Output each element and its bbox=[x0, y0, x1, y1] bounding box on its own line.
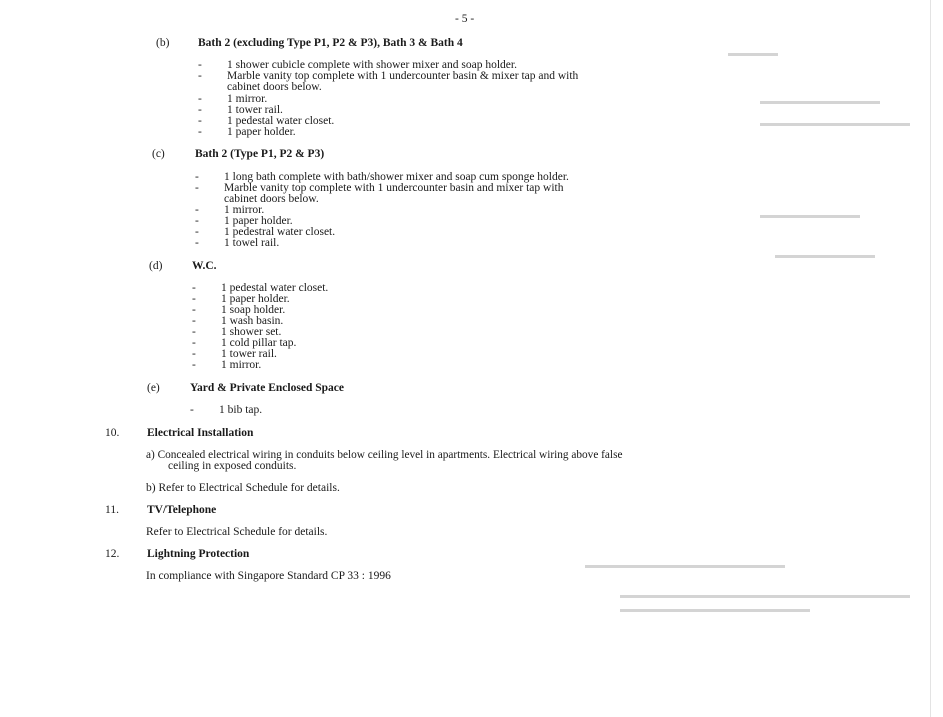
section-10-number: 10. bbox=[105, 427, 120, 439]
section-10-item-a-continuation: ceiling in exposed conduits. bbox=[168, 460, 297, 472]
bullet-dash: - bbox=[192, 315, 196, 327]
list-item: 1 bib tap. bbox=[219, 404, 263, 416]
bullet-dash: - bbox=[192, 282, 196, 294]
list-item: 1 paper holder. bbox=[221, 293, 290, 305]
bullet-dash: - bbox=[192, 359, 196, 371]
bullet-dash: - bbox=[198, 104, 202, 116]
bullet-dash: - bbox=[195, 182, 199, 194]
bullet-dash: - bbox=[192, 337, 196, 349]
list-item: 1 cold pillar tap. bbox=[221, 337, 297, 349]
section-11-text: Refer to Electrical Schedule for details. bbox=[146, 526, 328, 538]
bullet-dash: - bbox=[195, 237, 199, 249]
section-b-title: Bath 2 (excluding Type P1, P2 & P3), Bath 3 & Bath 4 bbox=[198, 37, 463, 49]
list-item: 1 mirror. bbox=[224, 204, 265, 216]
bullet-dash: - bbox=[192, 293, 196, 305]
bullet-dash: - bbox=[192, 348, 196, 360]
section-e-title: Yard & Private Enclosed Space bbox=[190, 382, 344, 394]
list-item: 1 tower rail. bbox=[221, 348, 277, 360]
section-c-title: Bath 2 (Type P1, P2 & P3) bbox=[195, 148, 325, 160]
bleed-through-text: ▬▬▬▬▬▬▬▬▬▬▬▬▬▬▬▬▬▬▬▬ bbox=[585, 560, 785, 571]
section-12-text: In compliance with Singapore Standard CP 33 : 1996 bbox=[146, 570, 391, 582]
section-d-title: W.C. bbox=[192, 260, 217, 272]
list-item: 1 long bath complete with bath/shower mixer and soap cum sponge holder. bbox=[224, 171, 569, 183]
bullet-dash: - bbox=[195, 226, 199, 238]
bleed-through-text: ▬▬▬▬▬▬▬▬▬▬▬▬ bbox=[760, 96, 880, 107]
section-10-item-a: a) Concealed electrical wiring in conduits below ceiling level in apartments. Electrical wiring above false bbox=[146, 449, 623, 461]
bullet-dash: - bbox=[198, 126, 202, 138]
page-edge-line bbox=[930, 0, 931, 717]
list-item: 1 tower rail. bbox=[227, 104, 283, 116]
list-item: 1 pedestral water closet. bbox=[224, 226, 336, 238]
list-item: 1 shower set. bbox=[221, 326, 282, 338]
section-e-label: (e) bbox=[147, 382, 160, 394]
bleed-through-text: ▬▬▬▬▬▬▬▬▬▬ bbox=[760, 210, 860, 221]
bleed-through-text: ▬▬▬▬▬▬▬▬▬▬▬▬▬▬▬▬▬▬▬▬▬▬▬▬▬▬▬▬▬ bbox=[620, 590, 910, 601]
list-item: 1 paper holder. bbox=[227, 126, 296, 138]
list-item: 1 soap holder. bbox=[221, 304, 286, 316]
section-c-label: (c) bbox=[152, 148, 165, 160]
section-11-number: 11. bbox=[105, 504, 119, 516]
list-item: 1 towel rail. bbox=[224, 237, 280, 249]
list-item: 1 shower cubicle complete with shower mixer and soap holder. bbox=[227, 59, 517, 71]
section-10-title: Electrical Installation bbox=[147, 427, 254, 439]
bullet-dash: - bbox=[190, 404, 194, 416]
bullet-dash: - bbox=[195, 171, 199, 183]
section-10-item-b: b) Refer to Electrical Schedule for details. bbox=[146, 482, 340, 494]
list-item-continuation: cabinet doors below. bbox=[224, 193, 319, 205]
list-item: 1 paper holder. bbox=[224, 215, 293, 227]
bleed-through-text: ▬▬▬▬▬▬▬▬▬▬▬▬▬▬▬▬▬▬▬ bbox=[620, 604, 810, 615]
bullet-dash: - bbox=[195, 204, 199, 216]
section-12-title: Lightning Protection bbox=[147, 548, 250, 560]
list-item-continuation: cabinet doors below. bbox=[227, 81, 322, 93]
bullet-dash: - bbox=[198, 115, 202, 127]
list-item: Marble vanity top complete with 1 undercounter basin and mixer tap with bbox=[224, 182, 564, 194]
section-d-label: (d) bbox=[149, 260, 163, 272]
bullet-dash: - bbox=[192, 304, 196, 316]
section-b-label: (b) bbox=[156, 37, 170, 49]
list-item: 1 wash basin. bbox=[221, 315, 284, 327]
list-item: 1 mirror. bbox=[221, 359, 262, 371]
bullet-dash: - bbox=[198, 70, 202, 82]
bullet-dash: - bbox=[192, 326, 196, 338]
list-item: Marble vanity top complete with 1 undercounter basin & mixer tap and with bbox=[227, 70, 579, 82]
bleed-through-text: ▬▬▬▬▬▬▬▬▬▬ bbox=[775, 250, 875, 261]
bleed-through-text: ▬▬▬▬▬ bbox=[728, 48, 778, 59]
section-12-number: 12. bbox=[105, 548, 120, 560]
list-item: 1 pedestal water closet. bbox=[227, 115, 335, 127]
section-11-title: TV/Telephone bbox=[147, 504, 217, 516]
page-number: - 5 - bbox=[455, 13, 475, 25]
list-item: 1 pedestal water closet. bbox=[221, 282, 329, 294]
list-item: 1 mirror. bbox=[227, 93, 268, 105]
bleed-through-text: ▬▬▬▬▬▬▬▬▬▬▬▬▬▬▬ bbox=[760, 118, 910, 129]
bullet-dash: - bbox=[198, 59, 202, 71]
bullet-dash: - bbox=[195, 215, 199, 227]
bullet-dash: - bbox=[198, 93, 202, 105]
